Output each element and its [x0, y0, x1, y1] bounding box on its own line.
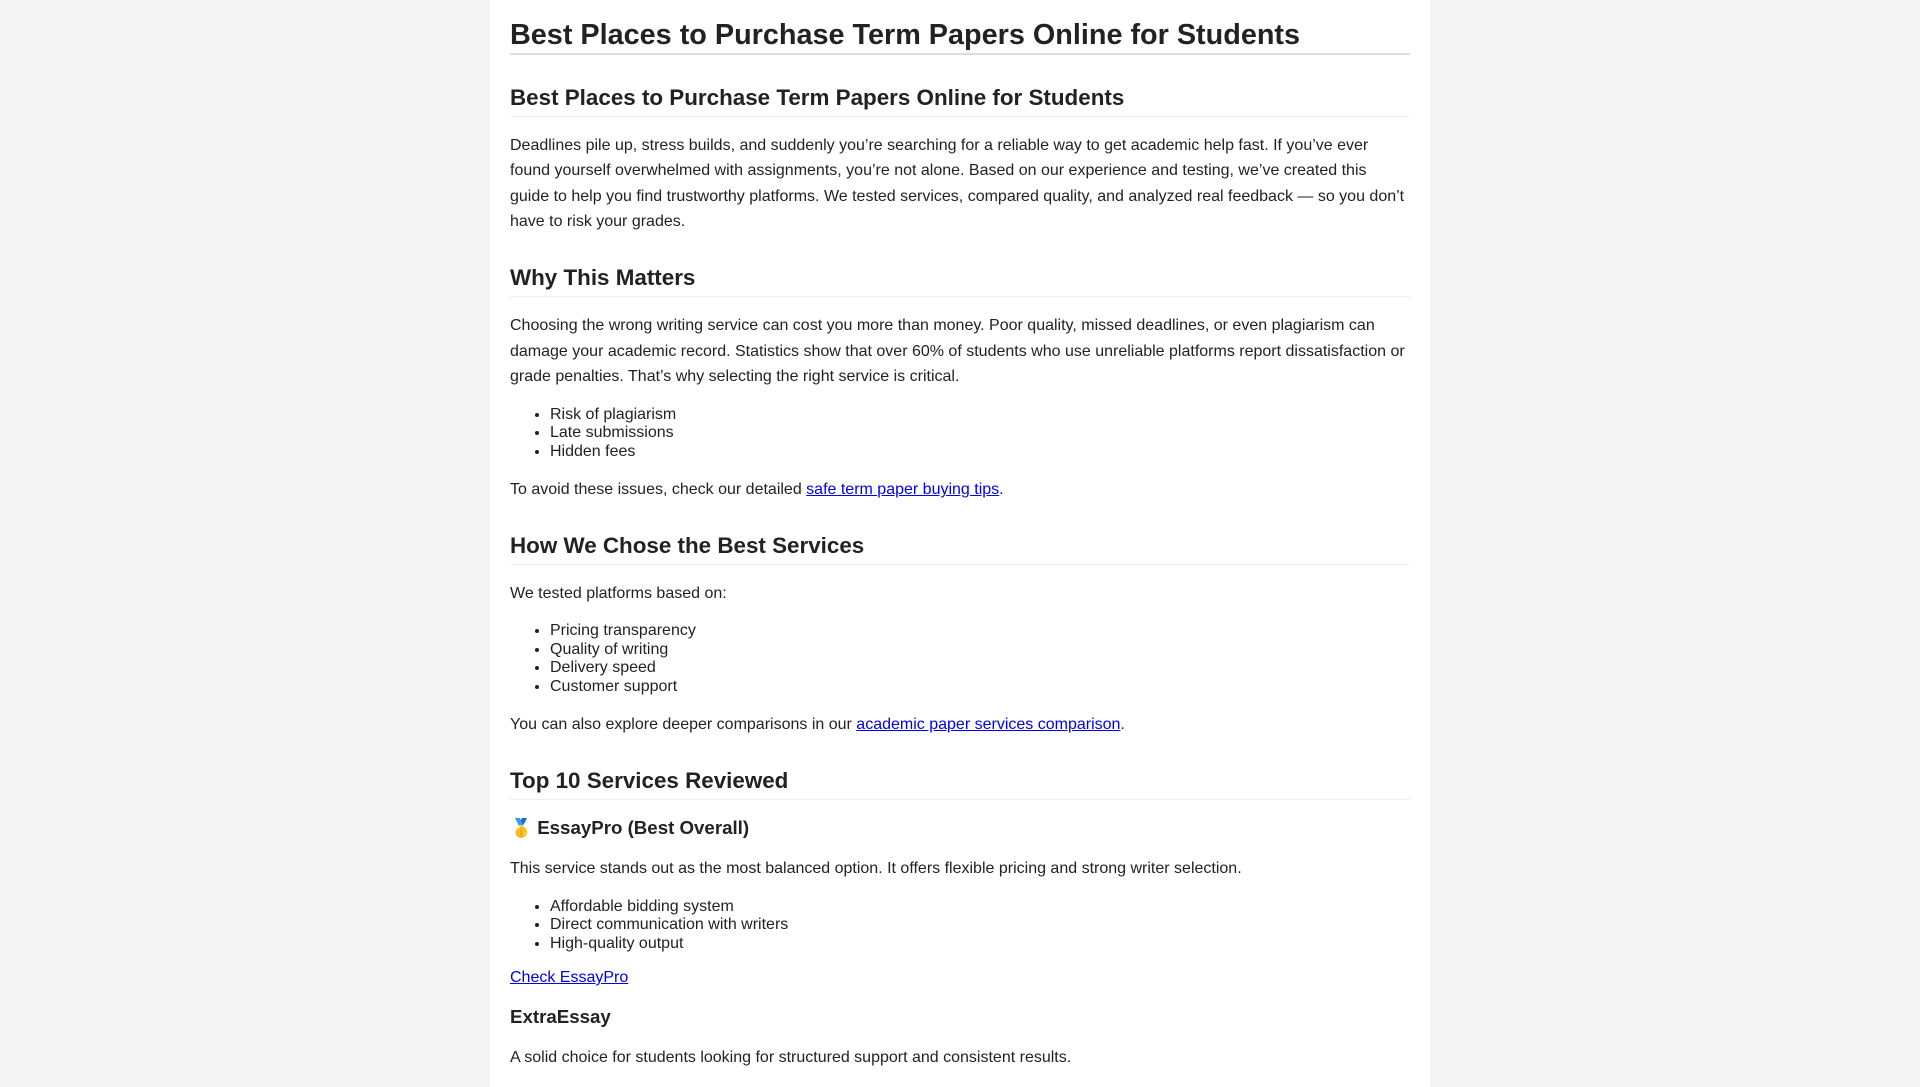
how-intro: We tested platforms based on:: [510, 584, 727, 602]
how-heading: How We Chose the Best Services: [510, 531, 1410, 565]
how-section: [510, 531, 1410, 738]
list-item: • Pricing transparency: [550, 622, 1410, 640]
intro-paragraph: Deadlines pile up, stress builds, and suddenly you’re searching for a reliable way to get academic help fast. If you’ve ever found yourself overwhelmed with assignments, you’re not alone. Based on our experience and testing, we’ve created this guide to help you find trustworthy platforms. We tested services, compared quality, and analyzed real feedback — so you don’t have to risk your grades.: [510, 136, 1405, 231]
list-item: • Delivery speed: [550, 659, 1410, 677]
check-essaypro-link[interactable]: Check EssayPro: [510, 969, 629, 987]
tip-paragraph: [510, 477, 1410, 503]
why-heading: Why This Matters: [510, 263, 1410, 297]
list-item: • Hidden fees: [550, 443, 1410, 461]
intro-heading: Best Places to Purchase Term Papers Online for Students: [510, 83, 1410, 117]
service-extraessay: [510, 1005, 1410, 1071]
tip-prefix: To avoid these issues, check our detailed: [510, 481, 807, 499]
top-services-heading: Top 10 Services Reviewed: [510, 766, 1410, 800]
comparison-suffix: .: [1120, 716, 1125, 734]
intro-section: [510, 83, 1410, 236]
list-item: • High-quality output: [550, 935, 1410, 953]
list-item: • Customer support: [550, 678, 1410, 696]
article-container: [490, 0, 1430, 1087]
service-title: [510, 1005, 1410, 1029]
service-title: [510, 816, 1410, 840]
service-description: This service stands out as the most balanced option. It offers flexible pricing and strong writer selection.: [510, 860, 1242, 878]
feature-list: [510, 898, 1410, 953]
top-services-section: [510, 766, 1410, 1071]
risk-list: [510, 406, 1410, 461]
why-paragraph: Choosing the wrong writing service can cost you more than money. Poor quality, missed deadlines, or even plagiarism can damage your academic record. Statistics show that over 60% of students who use unreliable platforms report dissatisfaction or grade penalties. That’s why selecting the right service is critical.: [510, 317, 1405, 386]
list-item: • Late submissions: [550, 424, 1410, 442]
tip-suffix: .: [999, 481, 1004, 499]
comparison-prefix: You can also explore deeper comparisons in our: [510, 716, 857, 734]
safe-buying-tips-link[interactable]: safe term paper buying tips: [806, 481, 1000, 499]
list-item: • Risk of plagiarism: [550, 406, 1410, 424]
why-section: [510, 263, 1410, 503]
criteria-list: [510, 622, 1410, 696]
gold-medal-icon: 🥇: [510, 817, 533, 838]
services-comparison-link[interactable]: academic paper services comparison: [856, 716, 1121, 734]
service-essaypro: [510, 816, 1410, 991]
page-title: Best Places to Purchase Term Papers Online for Students: [510, 18, 1410, 55]
list-item: • Direct communication with writers: [550, 916, 1410, 934]
comparison-paragraph: [510, 712, 1410, 738]
service-name: ExtraEssay: [510, 1005, 611, 1027]
list-item: • Affordable bidding system: [550, 898, 1410, 916]
list-item: • Quality of writing: [550, 641, 1410, 659]
service-description: A solid choice for students looking for structured support and consistent results.: [510, 1048, 1072, 1066]
service-link-wrap: [510, 965, 1410, 991]
service-name: EssayPro (Best Overall): [537, 816, 750, 838]
